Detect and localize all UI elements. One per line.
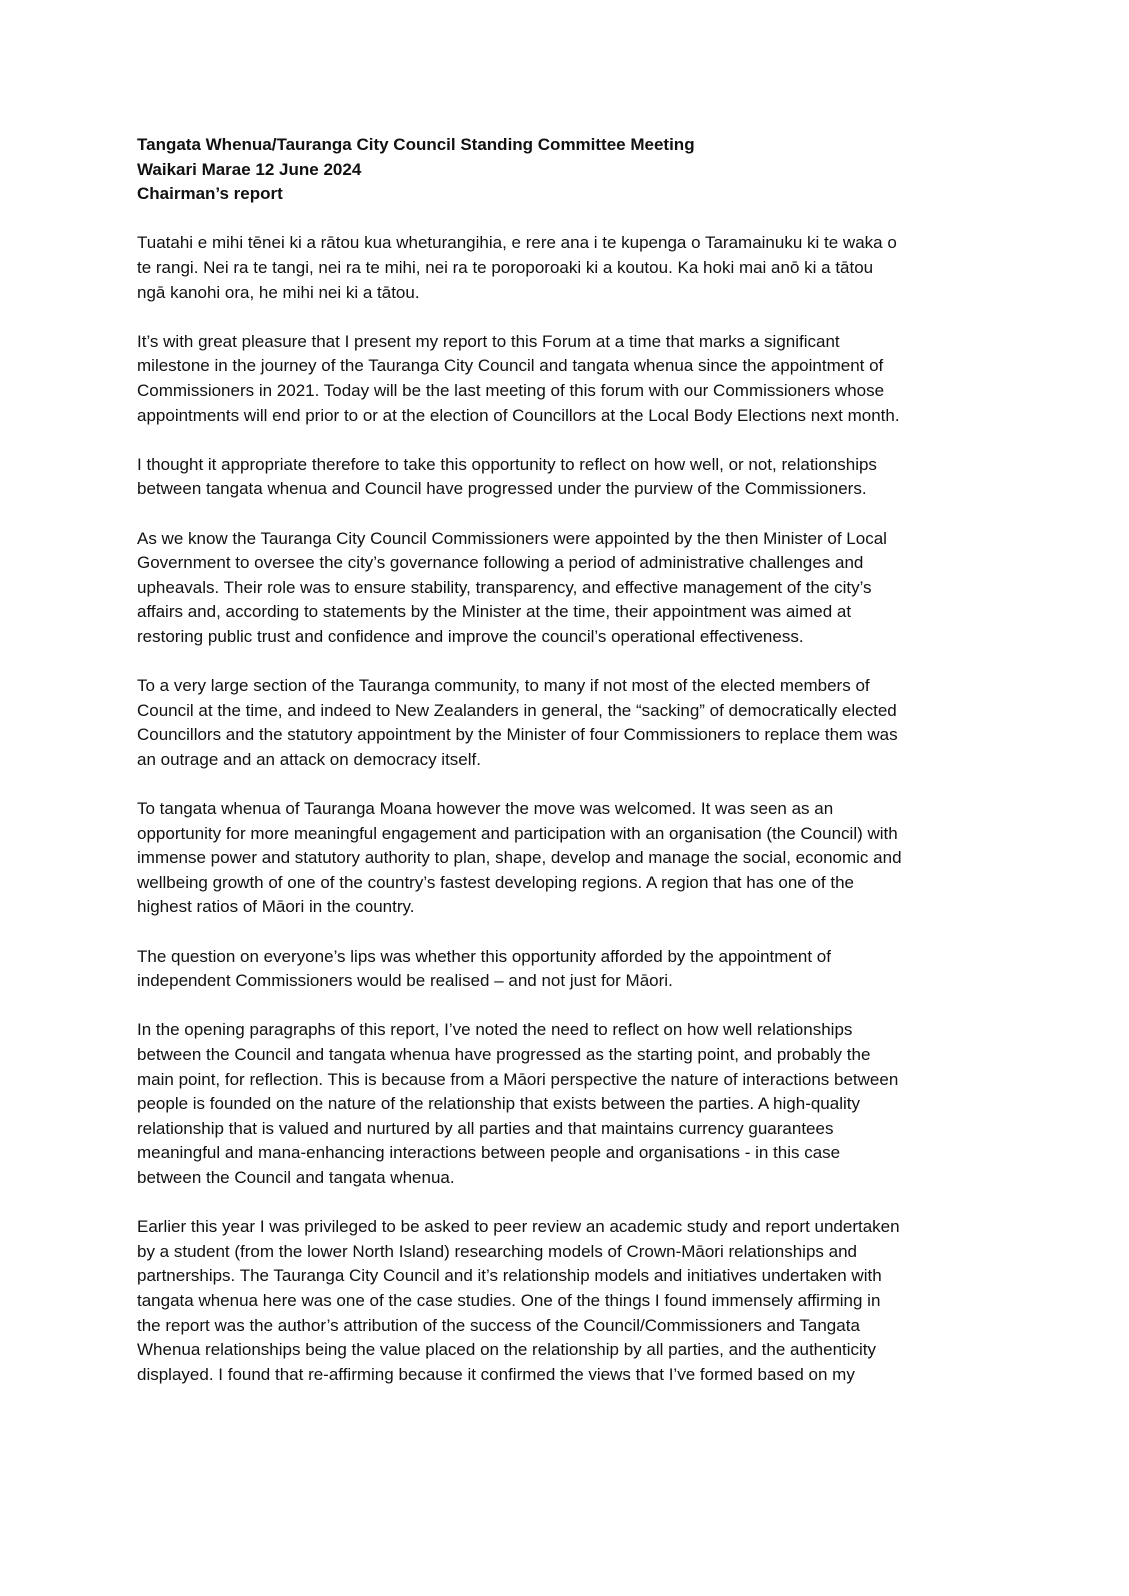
paragraph-line: between the Council and tangata whenua. (137, 1167, 455, 1187)
report-heading (137, 133, 997, 207)
paragraph-line: relationship that is valued and nurtured by all parties and that maintains currency guarantees (137, 1118, 834, 1138)
paragraph-line: wellbeing growth of one of the country’s fastest developing regions. A region that has one of the (137, 872, 854, 892)
heading-committee-title: Tangata Whenua/Tauranga City Council Standing Committee Meeting (137, 135, 695, 154)
paragraph-peer-review (137, 1215, 997, 1387)
paragraph-relationships (137, 1018, 997, 1190)
paragraph-community-reaction (137, 674, 997, 772)
paragraph-reflection (137, 453, 997, 502)
paragraph-line: partnerships. The Tauranga City Council and it’s relationship models and initiatives undertaken with (137, 1266, 882, 1286)
paragraph-line: As we know the Tauranga City Council Commissioners were appointed by the then Minister of Local (137, 528, 887, 548)
heading-venue-date: Waikari Marae 12 June 2024 (137, 159, 362, 179)
paragraph-line: Councillors and the statutory appointment by the Minister of four Commissioners to replace them was (137, 725, 898, 745)
paragraph-line: displayed. I found that re-affirming because it confirmed the views that I’ve formed based on my (137, 1364, 855, 1384)
paragraph-line: independent Commissioners would be realised – and not just for Māori. (137, 971, 673, 991)
paragraph-line: I thought it appropriate therefore to take this opportunity to reflect on how well, or not, relationships (137, 454, 877, 474)
paragraph-line: appointments will end prior to or at the election of Councillors at the Local Body Elections next month. (137, 405, 900, 425)
paragraph-line: Government to oversee the city’s governance following a period of administrative challenges and (137, 553, 864, 573)
heading-report-title: Chairman’s report (137, 184, 283, 204)
paragraph-mihi (137, 231, 997, 305)
paragraph-commissioners-appointment (137, 527, 997, 650)
paragraph-line: Whenua relationships being the value placed on the relationship by all parties, and the authenticity (137, 1340, 877, 1360)
paragraph-line: To tangata whenua of Tauranga Moana however the move was welcomed. It was seen as an (137, 799, 834, 819)
paragraph-line: tangata whenua here was one of the case studies. One of the things I found immensely affirming in (137, 1290, 881, 1310)
paragraph-tangata-whenua-view (137, 797, 997, 920)
paragraph-line: immense power and statutory authority to plan, shape, develop and manage the social, economic and (137, 848, 902, 868)
paragraph-line: main point, for reflection. This is because from a Māori perspective the nature of interactions between (137, 1069, 899, 1089)
paragraph-introduction (137, 330, 997, 428)
paragraph-line: Earlier this year I was privileged to be asked to peer review an academic study and report undertaken (137, 1217, 900, 1237)
paragraph-line: upheavals. Their role was to ensure stability, transparency, and effective management of the city’s (137, 577, 872, 597)
paragraph-line: restoring public trust and confidence and improve the council’s operational effectiveness. (137, 626, 804, 646)
paragraph-line: te rangi. Nei ra te tangi, nei ra te mihi, nei ra te poroporoaki ki a koutou. Ka hoki mai anō ki a tātou (137, 257, 874, 277)
paragraph-line: Council at the time, and indeed to New Zealanders in general, the “sacking” of democratically elected (137, 700, 897, 720)
paragraph-line: the report was the author’s attribution of the success of the Council/Commissioners and Tangata (137, 1315, 860, 1335)
paragraph-line: ngā kanohi ora, he mihi nei ki a tātou. (137, 282, 420, 302)
paragraph-line: between the Council and tangata whenua have progressed as the starting point, and probably the (137, 1044, 871, 1064)
paragraph-line: To a very large section of the Tauranga community, to many if not most of the elected members of (137, 676, 870, 696)
paragraph-line: between tangata whenua and Council have progressed under the purview of the Commissioners. (137, 479, 867, 499)
paragraph-line: by a student (from the lower North Island) researching models of Crown-Māori relationships and (137, 1241, 857, 1261)
paragraph-line: highest ratios of Māori in the country. (137, 897, 415, 917)
paragraph-question (137, 945, 997, 994)
paragraph-line: people is founded on the nature of the relationship that exists between the parties. A high-quality (137, 1094, 860, 1114)
paragraph-line: It’s with great pleasure that I present my report to this Forum at a time that marks a significant (137, 331, 840, 351)
report-body (137, 133, 997, 1387)
paragraph-line: Tuatahi e mihi tēnei ki a rātou kua wheturangihia, e rere ana i te kupenga o Taramainuku ki te waka o (137, 233, 897, 253)
paragraph-line: milestone in the journey of the Tauranga City Council and tangata whenua since the appointment of (137, 356, 884, 376)
paragraph-line: opportunity for more meaningful engagement and participation with an organisation (the Council) with (137, 823, 898, 843)
paragraph-line: meaningful and mana-enhancing interactions between people and organisations - in this case (137, 1143, 841, 1163)
paragraph-line: an outrage and an attack on democracy itself. (137, 749, 481, 769)
paragraph-line: Commissioners in 2021. Today will be the last meeting of this forum with our Commissioners whose (137, 380, 885, 400)
paragraph-line: The question on everyone’s lips was whether this opportunity afforded by the appointment of (137, 946, 831, 966)
paragraph-line: In the opening paragraphs of this report, I’ve noted the need to reflect on how well relationships (137, 1020, 853, 1040)
paragraph-line: affairs and, according to statements by the Minister at the time, their appointment was aimed at (137, 602, 852, 622)
